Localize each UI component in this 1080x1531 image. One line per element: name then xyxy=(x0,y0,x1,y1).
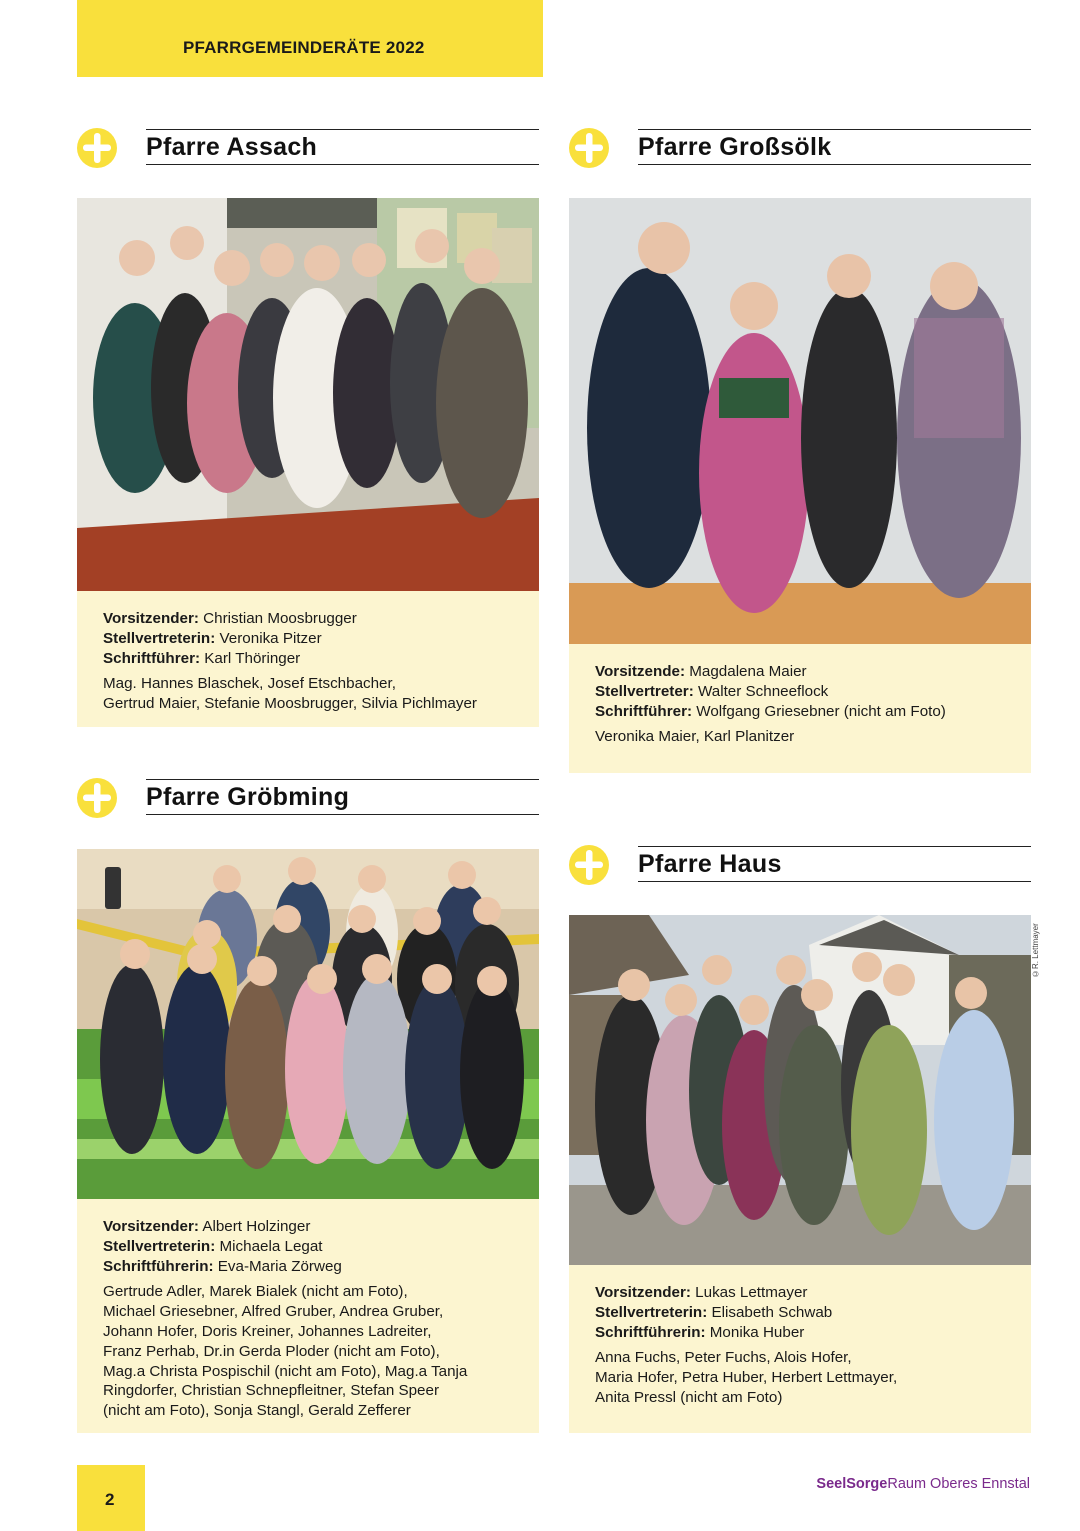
footer-brand-bold: SeelSorge xyxy=(816,1476,888,1492)
roles-list xyxy=(103,609,539,668)
role-name: Christian Moosbrugger xyxy=(203,610,357,627)
members-list xyxy=(103,1282,539,1421)
header-tab xyxy=(77,0,543,77)
info-box-haus xyxy=(569,1265,1031,1433)
roles-list xyxy=(103,1217,539,1276)
members-line: (nicht am Foto), Sonja Stangl, Gerald Zefferer xyxy=(103,1402,411,1420)
group-photo-groebming xyxy=(77,849,539,1199)
role-row xyxy=(595,1283,1031,1303)
members-list xyxy=(595,1348,1031,1407)
group-photo-haus xyxy=(569,915,1031,1265)
group-photo-grosssoelk xyxy=(569,198,1031,644)
info-box-assach xyxy=(77,591,539,727)
members-list xyxy=(595,727,1031,747)
section-title: Pfarre Großsölk xyxy=(638,133,832,161)
role-name: Michaela Legat xyxy=(219,1237,323,1255)
yellow-cross-icon xyxy=(568,127,610,169)
role-name: Wolfgang Griesebner (nicht am Foto) xyxy=(696,702,946,720)
role-row xyxy=(103,1257,539,1277)
section-title: Pfarre Assach xyxy=(146,133,318,161)
role-row xyxy=(595,1303,1031,1323)
members-line: Franz Perhab, Dr.in Gerda Ploder (nicht am Foto), xyxy=(103,1342,440,1360)
role-name: Albert Holzinger xyxy=(202,1218,311,1235)
role-name: Walter Schneeflock xyxy=(698,682,829,700)
page-number-box xyxy=(77,1465,145,1531)
members-line: Anita Pressl (nicht am Foto) xyxy=(595,1388,783,1406)
role-label: Stellvertreterin: xyxy=(595,1303,708,1321)
members-line: Ringdorfer, Christian Schnepfleitner, Stefan Speer xyxy=(103,1382,440,1400)
yellow-cross-icon xyxy=(76,127,118,169)
role-row xyxy=(595,682,1031,702)
role-name: Elisabeth Schwab xyxy=(711,1303,833,1321)
role-label: Vorsitzender: xyxy=(595,1284,691,1301)
members-line: Gertrude Adler, Marek Bialek (nicht am Foto), xyxy=(103,1283,408,1301)
role-label: Schriftführer: xyxy=(595,702,693,720)
info-box-groebming xyxy=(77,1199,539,1433)
footer-brand-rest: Raum Oberes Ennstal xyxy=(887,1476,1030,1492)
role-row xyxy=(103,609,539,629)
role-name: Monika Huber xyxy=(709,1323,805,1341)
members-line: Michael Griesebner, Alfred Gruber, Andrea Gruber, xyxy=(103,1303,444,1321)
section-title-bar xyxy=(638,129,1031,165)
role-label: Vorsitzender: xyxy=(103,610,199,627)
role-row xyxy=(103,629,539,649)
role-row xyxy=(103,649,539,669)
role-row xyxy=(103,1217,539,1237)
role-label: Stellvertreter: xyxy=(595,682,694,700)
roles-list xyxy=(595,1283,1031,1342)
role-label: Vorsitzende: xyxy=(595,663,686,680)
footer-brand xyxy=(816,1476,1030,1492)
yellow-cross-icon xyxy=(76,777,118,819)
role-label: Stellvertreterin: xyxy=(103,629,216,647)
section-title-bar xyxy=(638,846,1031,882)
members-list xyxy=(103,674,539,714)
members-line: Maria Hofer, Petra Huber, Herbert Lettmayer, xyxy=(595,1369,898,1387)
role-label: Schriftführer: xyxy=(103,649,201,667)
photo-credit: ©R. Lettmayer xyxy=(1031,923,1040,978)
role-row xyxy=(595,662,1031,682)
group-photo-assach xyxy=(77,198,539,591)
role-label: Schriftführerin: xyxy=(103,1257,214,1275)
role-label: Schriftführerin: xyxy=(595,1323,706,1341)
role-name: Magdalena Maier xyxy=(689,663,807,680)
members-line: Mag. Hannes Blaschek, Josef Etschbacher, xyxy=(103,675,396,693)
yellow-cross-icon xyxy=(568,844,610,886)
role-name: Eva-Maria Zörweg xyxy=(217,1257,342,1275)
members-line: Anna Fuchs, Peter Fuchs, Alois Hofer, xyxy=(595,1349,852,1367)
role-label: Stellvertreterin: xyxy=(103,1237,216,1255)
info-box-grosssoelk xyxy=(569,644,1031,773)
role-row xyxy=(595,1323,1031,1343)
role-row xyxy=(595,702,1031,722)
section-title: Pfarre Haus xyxy=(638,850,782,878)
roles-list xyxy=(595,662,1031,721)
members-line: Mag.a Christa Pospischil (nicht am Foto), Mag.a Tanja xyxy=(103,1362,468,1380)
role-name: Lukas Lettmayer xyxy=(695,1284,808,1301)
section-title-bar xyxy=(146,779,539,815)
members-line: Gertrud Maier, Stefanie Moosbrugger, Silvia Pichlmayer xyxy=(103,695,477,713)
page-number: 2 xyxy=(105,1490,115,1509)
header-title: PFARRGEMEINDERÄTE 2022 xyxy=(183,38,425,57)
role-name: Veronika Pitzer xyxy=(219,629,322,647)
section-title: Pfarre Gröbming xyxy=(146,783,350,811)
role-row xyxy=(103,1237,539,1257)
role-name: Karl Thöringer xyxy=(204,649,301,667)
members-line: Johann Hofer, Doris Kreiner, Johannes Ladreiter, xyxy=(103,1322,432,1340)
role-label: Vorsitzender: xyxy=(103,1218,199,1235)
members-line: Veronika Maier, Karl Planitzer xyxy=(595,728,795,746)
section-title-bar xyxy=(146,129,539,165)
